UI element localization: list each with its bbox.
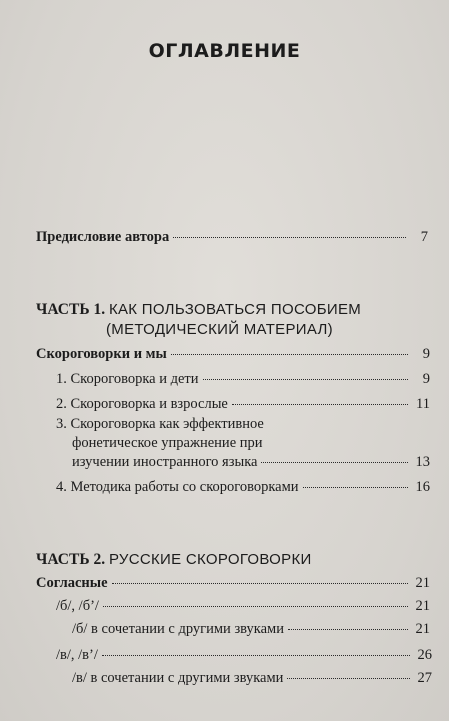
dot-leader bbox=[173, 237, 406, 238]
toc-entry-preface[interactable] bbox=[36, 228, 428, 246]
dot-leader bbox=[102, 655, 410, 656]
toc-entry-label: 4. Методика работы со скороговорками bbox=[56, 479, 299, 495]
toc-item[interactable] bbox=[72, 620, 430, 638]
part-number: ЧАСТЬ 2. bbox=[36, 551, 106, 568]
dot-leader bbox=[287, 678, 410, 679]
toc-item[interactable] bbox=[56, 597, 430, 615]
toc-entry-page: 11 bbox=[416, 396, 430, 412]
toc-entry-label: Скороговорки и мы bbox=[36, 346, 167, 362]
toc-entry-page: 9 bbox=[422, 371, 430, 387]
toc-item[interactable] bbox=[56, 646, 432, 664]
dot-leader bbox=[103, 606, 408, 607]
toc-entry-page: 21 bbox=[415, 598, 430, 614]
toc-item[interactable] bbox=[72, 669, 432, 687]
dot-leader bbox=[171, 354, 408, 355]
toc-entry-label: 2. Скороговорка и взрослые bbox=[56, 396, 228, 412]
toc-entry-page: 27 bbox=[417, 670, 432, 686]
toc-section-consonants[interactable] bbox=[36, 574, 430, 592]
dot-leader bbox=[232, 404, 408, 405]
toc-entry-page: 7 bbox=[420, 229, 428, 245]
part-title: КАК ПОЛЬЗОВАТЬСЯ ПОСОБИЕМ bbox=[108, 301, 362, 318]
toc-item-multiline: 3. Скороговорка как эффективное фонетическое упражнение при bbox=[56, 416, 264, 451]
toc-item[interactable] bbox=[56, 370, 430, 388]
toc-item[interactable] bbox=[56, 478, 430, 496]
toc-entry-page: 21 bbox=[415, 575, 430, 591]
toc-item[interactable] bbox=[72, 453, 430, 471]
toc-section-skorogovorki[interactable] bbox=[36, 345, 430, 363]
part-2-heading bbox=[36, 550, 312, 570]
dot-leader bbox=[261, 462, 408, 463]
toc-entry-label: изучении иностранного языка bbox=[72, 454, 258, 470]
part-number: ЧАСТЬ 1. bbox=[36, 301, 106, 318]
toc-entry-label: 1. Скороговорка и дети bbox=[56, 371, 199, 387]
toc-entry-label: Предисловие автора bbox=[36, 229, 170, 245]
page-title: ОГЛАВЛЕНИЕ bbox=[148, 40, 301, 62]
toc-entry-page: 13 bbox=[415, 454, 430, 470]
toc-entry-page: 21 bbox=[415, 621, 430, 637]
part-1-heading bbox=[36, 300, 361, 320]
part-1-subtitle: (МЕТОДИЧЕСКИЙ МАТЕРИАЛ) bbox=[106, 321, 333, 338]
toc-entry-page: 26 bbox=[417, 647, 432, 663]
toc-entry-label: Согласные bbox=[36, 575, 108, 591]
toc-entry-label: /в/, /в’/ bbox=[56, 647, 98, 663]
toc-entry-page: 16 bbox=[415, 479, 430, 495]
toc-entry-page: 9 bbox=[422, 346, 430, 362]
dot-leader bbox=[112, 583, 408, 584]
toc-entry-label: /в/ в сочетании с другими звуками bbox=[72, 670, 284, 686]
dot-leader bbox=[288, 629, 408, 630]
dot-leader bbox=[303, 487, 408, 488]
toc-item[interactable] bbox=[56, 395, 430, 413]
dot-leader bbox=[203, 379, 409, 380]
part-title: РУССКИЕ СКОРОГОВОРКИ bbox=[108, 551, 312, 568]
toc-entry-label: /б/, /б’/ bbox=[56, 598, 99, 614]
toc-entry-label: /б/ в сочетании с другими звуками bbox=[72, 621, 284, 637]
